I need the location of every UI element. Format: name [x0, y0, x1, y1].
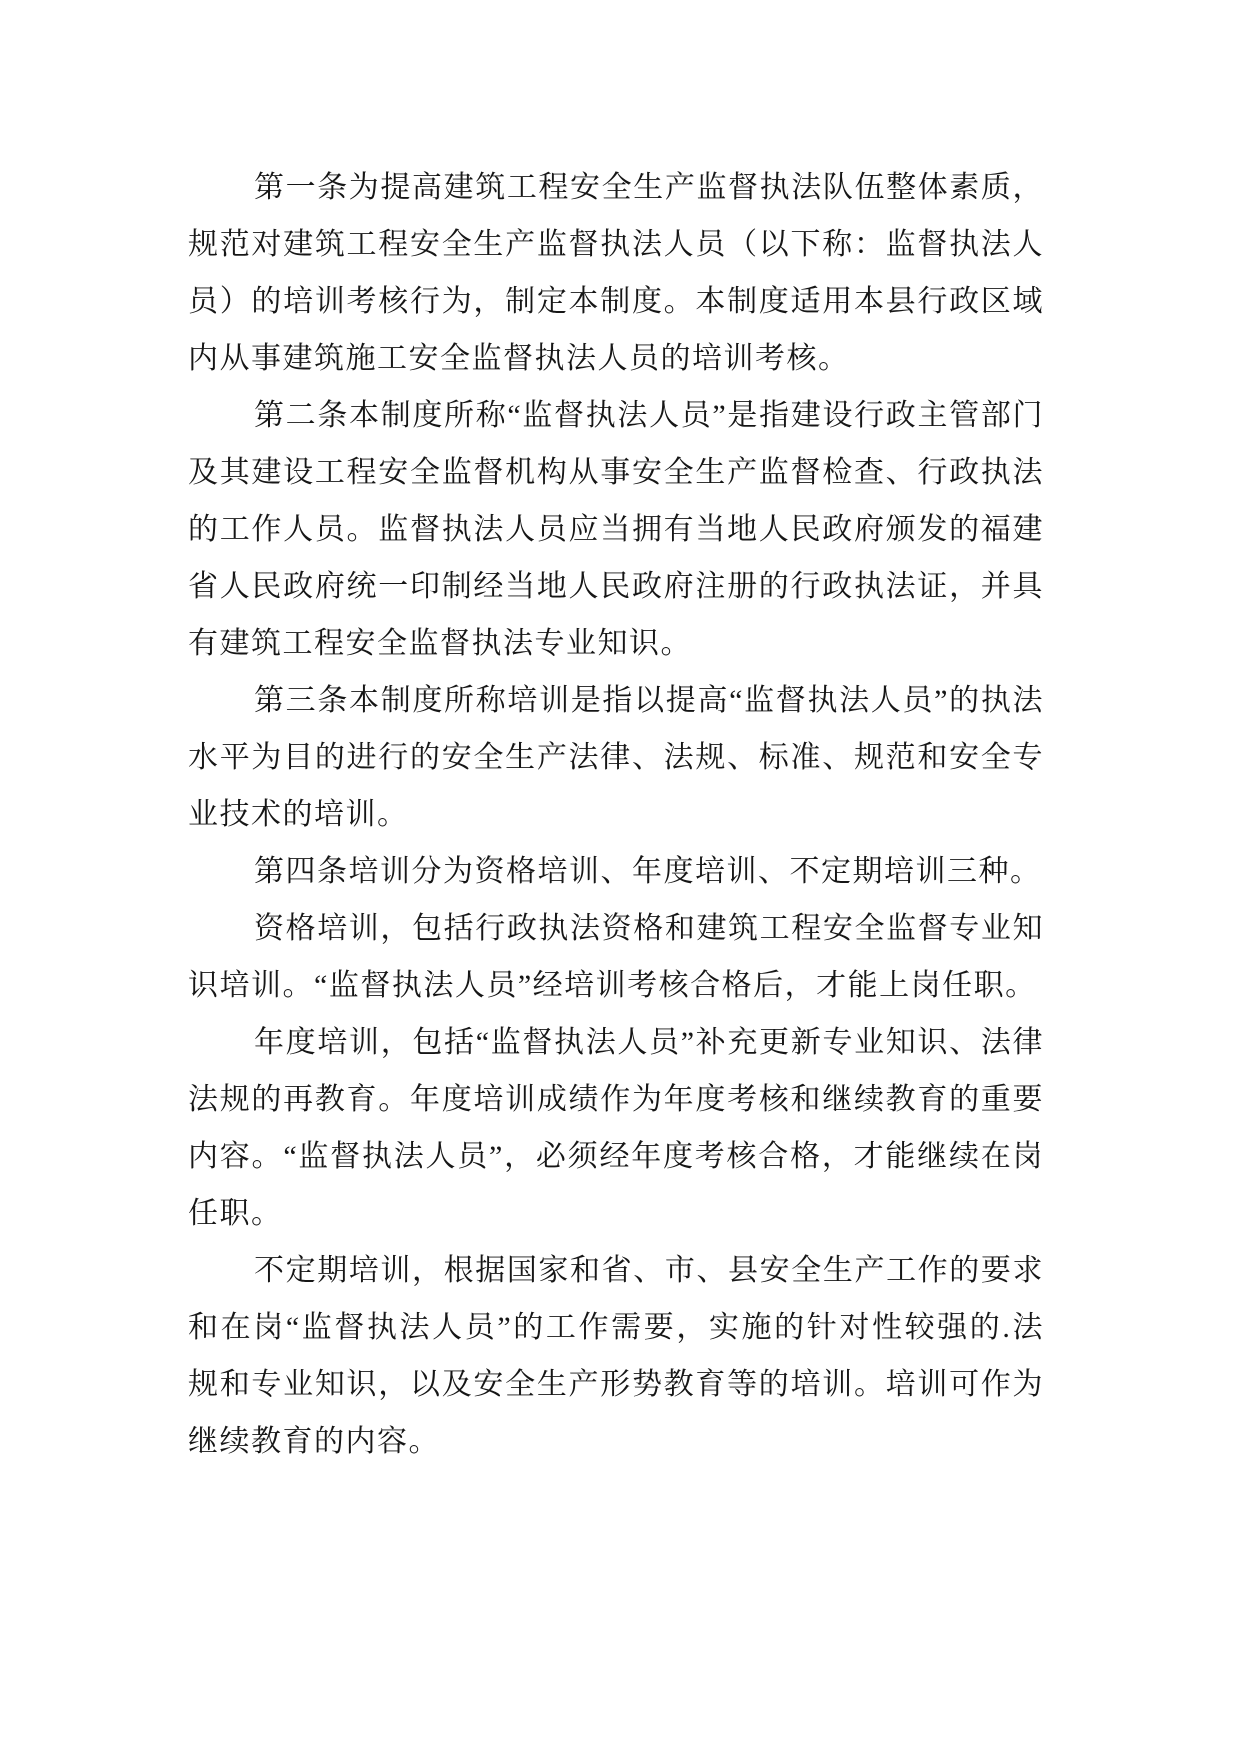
paragraph-article-2: 第二条本制度所称“监督执法人员”是指建设行政主管部门及其建设工程安全监督机构从事安全生产监督检查、行政执法的工作人员。监督执法人员应当拥有当地人民政府颁发的福建省人民政府统一印制经当地人民政府注册的行政执法证，并具有建筑工程安全监督执法专业知识。	[188, 399, 1044, 660]
paragraph-annual-training: 年度培训，包括“监督执法人员”补充更新专业知识、法律法规的再教育。年度培训成绩作为年度考核和继续教育的重要内容。“监督执法人员”，必须经年度考核合格，才能继续在岗任职。	[188, 1026, 1044, 1230]
document-text-block	[188, 159, 1044, 1470]
paragraph-article-4: 第四条培训分为资格培训、年度培训、不定期培训三种。	[254, 855, 1042, 888]
paragraph-qualification-training: 资格培训，包括行政执法资格和建筑工程安全监督专业知识培训。“监督执法人员”经培训考核合格后，才能上岗任职。	[188, 912, 1044, 1002]
paragraph-irregular-training: 不定期培训，根据国家和省、市、县安全生产工作的要求和在岗“监督执法人员”的工作需要，实施的针对性较强的.法规和专业知识，以及安全生产形势教育等的培训。培训可作为继续教育的内容。	[188, 1254, 1044, 1458]
paragraph-article-1: 第一条为提高建筑工程安全生产监督执法队伍整体素质，规范对建筑工程安全生产监督执法人员（以下称：监督执法人员）的培训考核行为，制定本制度。本制度适用本县行政区域内从事建筑施工安全监督执法人员的培训考核。	[188, 171, 1044, 375]
paragraph-article-3: 第三条本制度所称培训是指以提高“监督执法人员”的执法水平为目的进行的安全生产法律、法规、标准、规范和安全专业技术的培训。	[188, 684, 1044, 831]
